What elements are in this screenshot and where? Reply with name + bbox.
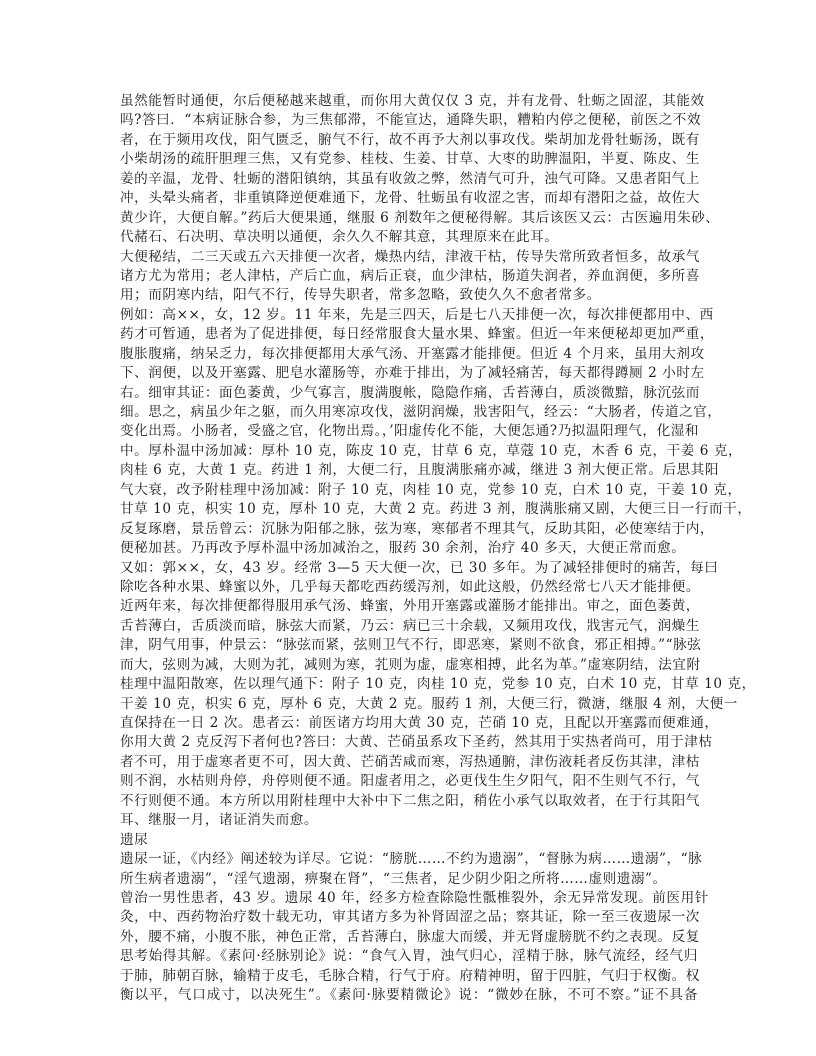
text-line: 吗?答曰．“本病证脉合参，为三焦郁滞，不能宣达，通降失职，糟粕内停之便秘，前医之不效 xyxy=(120,112,702,129)
text-line: 津，阴气用事，仲景云：“脉弦而紧，弦则卫气不行，即恶寒，紧则不欲食，邪正相搏。”“脉弦 xyxy=(120,637,702,654)
text-line: 者不可，用于虚寒者更不可，因大黄、芒硝苦咸而寒，泻热通腑，津伤液耗者反伤其津，津枯 xyxy=(120,753,700,770)
text-line: 右。细审其证：面色萎黄，少气寡言，腹满腹帐，隐隐作痛，舌苔薄白，质淡微黯，脉沉弦而 xyxy=(120,384,700,401)
text-line: 者，在于频用攻伐，阳气匮乏，腑气不行，故不再予大剂以事攻伐。柴胡加龙骨牡蛎汤，既有 xyxy=(120,131,700,148)
text-line: 下、润便，以及开塞露、肥皂水灌肠等，亦难于排出，为了减轻痛苦，每天都得蹲厕 2 小时左 xyxy=(120,365,705,382)
paragraph xyxy=(120,850,703,889)
text-line: 便秘加甚。乃再改予厚朴温中汤加减治之，服药 30 余剂，治疗 40 多天，大便正常而愈。 xyxy=(120,540,686,557)
text-line: 则不润，水枯则舟停，舟停则便不通。阳虚者用之，必更伐生生夕阳气，阳不生则气不行，气 xyxy=(120,773,700,790)
text-line: 又如：郭××，女，43 岁。经常 3—5 天大便一次，已 30 多年。为了减轻排便时的痛苦，每曰 xyxy=(120,559,719,576)
paragraph xyxy=(120,889,709,1006)
text-line: 衡以平，气口成寸，以决死生”。《素问·脉要精微论》说：“微妙在脉，不可不察。”证不具备 xyxy=(120,987,698,1004)
document-page xyxy=(120,92,756,1006)
text-line: 冲，头晕头痛者，非重镇降逆便难通下，龙骨、牡蛎虽有收涩之害，而却有潜阳之益，故佐大 xyxy=(120,190,700,207)
text-line: 虽然能暂时通便，尔后便秘越来越重，而你用大黄仅仅 3 克，并有龙骨、牡蛎之固涩，其能效 xyxy=(120,93,705,109)
text-line: 耳、继服一月，诸证消失而愈。 xyxy=(120,812,319,829)
text-line: 近两年来，每次排便都得服用承气汤、蜂蜜，外用开塞露或灌肠才能排出。审之，面色萎黄， xyxy=(120,598,700,615)
text-line: 细。思之，病虽少年之躯，而久用寒凉攻伐，滋阴润燥，戕害阳气，经云：“大肠者，传道之官， xyxy=(120,404,722,420)
text-line: 代赭石、石决明、草决明以通便，余久久不解其意，其理原来在此耳。 xyxy=(120,229,559,246)
text-line: 中。厚朴温中汤加减：厚朴 10 克，陈皮 10 克，甘草 6 克，草蔻 10 克，木香 6 克，干姜 6 克， xyxy=(120,442,743,459)
text-line: 例如：高××，女，12 岁。11 年来，先是三四天，后是七八天排便一次，每次排便都用中、西 xyxy=(120,306,714,323)
text-line: 黄少许，大便自解。”药后大便果通，继服 6 剂数年之便秘得解。其后该医又云：古医遍用朱砂、 xyxy=(120,209,720,226)
text-line: 而大，弦则为减，大则为芤，减则为寒，芤则为虚，虚寒相搏，此名为革。”虚寒阴结，法宜附 xyxy=(120,656,701,673)
text-line: 用；而阴寒内结，阳气不行，传导失职者，常多忽略，致使久久不愈者常多。 xyxy=(120,287,601,304)
text-line: 舌苔薄白，舌质淡而暗，脉弦大而紧，乃云：病已三十余载，又频用攻伐，戕害元气，润燥生 xyxy=(120,617,700,634)
text-line: 曾治一男性患者，43 岁。遗尿 40 年，经多方检查除隐性骶椎裂外，余无异常发现。前医用针 xyxy=(120,889,709,906)
text-line: 干姜 10 克，枳实 6 克，厚朴 6 克，大黄 2 克。服药 1 剂，大便三行，微溏，继服 4 剂，大便一 xyxy=(120,695,738,712)
paragraph xyxy=(120,559,756,831)
text-line: 思考始得其解。《素问·经脉别论》说：“食气入胃，浊气归心，淫精于脉，脉气流经，经气归 xyxy=(120,948,698,965)
text-line: 不行则便不通。本方所以用附桂理中大补中下二焦之阳，稍佐小承气以取效者，在于行其阳气 xyxy=(120,792,700,809)
text-line: 除吃各种水果、蜂蜜以外，几乎每天都吃西药缓泻剂，如此这般，仍然经常七八天才能排便。 xyxy=(120,578,700,595)
text-line: 反复琢磨，景岳曾云：沉脉为阳郁之脉，弦为寒，寒郁者不理其气，反助其阳，必使寒结于内， xyxy=(120,520,715,537)
text-line: 小柴胡汤的疏肝胆理三焦，又有党参、桂枝、生姜、甘草、大枣的助脾温阳，半夏、陈皮、生 xyxy=(120,151,700,168)
section-heading-enuresis: 遗尿 xyxy=(120,831,149,848)
text-line: 姜的辛温，龙骨、牡蛎的潜阳镇纳，其虽有收敛之弊，然清气可升，浊气可降。又患者阳气上 xyxy=(120,170,700,187)
paragraph xyxy=(120,92,720,248)
text-line: 你用大黄 2 克反泻下者何也?答曰：大黄、芒硝虽系攻下圣药，然其用于实热者尚可，用于津枯 xyxy=(120,734,713,751)
text-line: 直保持在一日 2 次。患者云：前医诸方均用大黄 30 克，芒硝 10 克，且配以开塞露而便难通， xyxy=(120,715,719,731)
text-line: 于肺，肺朝百脉，输精于皮毛，毛脉合精，行气于府。府精神明，留于四脏，气归于权衡。权 xyxy=(120,967,700,984)
text-line: 甘草 10 克，枳实 10 克，厚朴 10 克，大黄 2 克。药进 3 剂，腹满胀痛又剧，大便三日一行而干， xyxy=(120,501,752,518)
text-line: 灸，中、西药物治疗数十载无功，审其诸方多为补肾固涩之品；察其证，除一至三夜遗尿一次 xyxy=(120,909,700,926)
text-line: 药才可暂通，患者为了促进排便，每日经常服食大量水果、蜂蜜。但近一年来便秘却更加严重， xyxy=(120,326,715,343)
text-line: 腹胀腹痛，纳呆乏力，每次排便都用大承气汤、开塞露才能排便。但近 4 个月来，虽用大剂攻 xyxy=(120,345,705,362)
text-line: 气大衰，改予附桂理中汤加减：附子 10 克，肉桂 10 克，党参 10 克，白术 10 克，干姜 10 克， xyxy=(120,481,742,498)
text-line: 遗尿一证，《内经》阐述较为详尽。它说：“膀胱……不约为遗溺”，“督脉为病……遗溺”，“脉 xyxy=(120,851,703,868)
text-line: 外，腰不痛，小腹不胀，神色正常，舌苔薄白，脉虚大而缓，并无肾虚膀胱不约之表现。反复 xyxy=(120,928,700,945)
text-line: 大便秘结，二三天或五六天排便一次者，燥热内结，津液干枯，传导失常所致者恒多，故承气 xyxy=(120,248,700,265)
text-line: 所生病者遗溺”，“淫气遗溺，痹聚在肾”，“三焦者，足少阴少阳之所将……虚则遗溺”。 xyxy=(120,870,667,887)
paragraph xyxy=(120,306,752,559)
text-line: 诸方尤为常用；老人津枯，产后亡血，病后正衰，血少津枯，肠道失润者，养血润便，多所喜 xyxy=(120,267,700,284)
paragraph xyxy=(120,248,698,306)
text-line: 桂理中温阳散寒，佐以理气通下：附子 10 克，肉桂 10 克，党参 10 克，白术 10 克，甘草 10 克， xyxy=(120,676,756,693)
text-line: 肉桂 6 克，大黄 1 克。药进 1 剂，大便二行，且腹满胀痛亦减，继进 3 剂大便正常。后思其阳 xyxy=(120,462,720,479)
text-line: 变化出焉。小肠者，受盛之官，化物出焉。，’阳虚传化不能，大便怎通?乃拟温阳理气，化湿和 xyxy=(120,423,699,440)
